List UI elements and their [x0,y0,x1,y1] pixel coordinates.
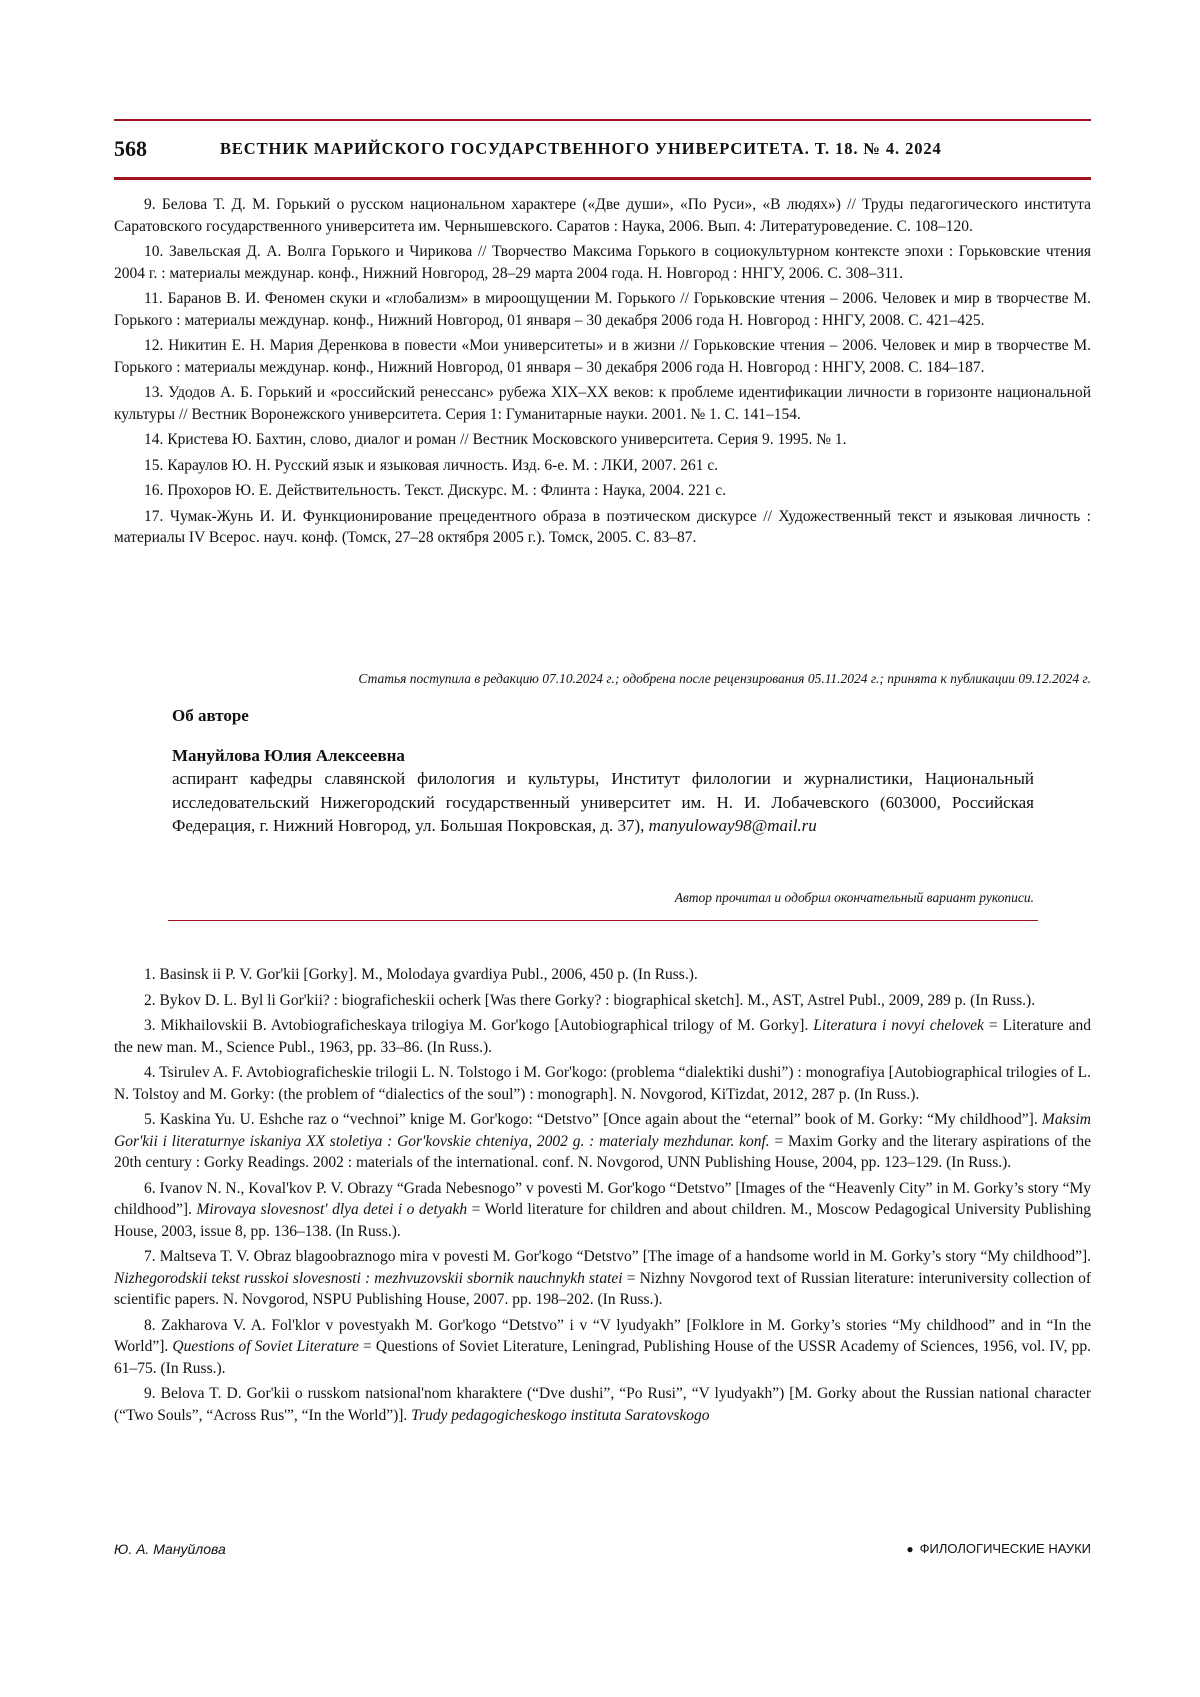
reference-item: 12. Никитин Е. Н. Мария Деренкова в повести «Мои университеты» и в жизни // Горьковские чтения – 2006. Человек и мир в творчестве М. Горького : материалы междунар. конф., Нижний Новгород, 01 января – 30 декабря 2006 года Н. Новгород : ННГУ, 2008. С. 184–187. [114,337,1091,376]
reference-item: 5. Kaskina Yu. U. Eshche raz o “vechnoi” knige M. Gor'kogo: “Detstvo” [Once again about the “eternal” book of M. Gorky: “My childhood”]. Maksim Gor'kii i literaturnye iskaniya XX stoletiya : Gor'kovskie chteniya, 2002 g. : materialy mezhdunar. konf. = Maxim Gorky and the literary aspirations of the 20th century : Gorky Readings. 2002 : materials of the international. conf. N. Novgorod, UNN Publishing House, 2004, pp. 123–129. (In Russ.). [114,1111,1091,1171]
reference-item: 2. Bykov D. L. Byl li Gor'kii? : biograficheskii ocherk [Was there Gorky? : biographical sketch]. M., AST, Astrel Publ., 2009, 289 p. (In Russ.). [144,991,1036,1009]
reference-item: 14. Кристева Ю. Бахтин, слово, диалог и роман // Вестник Московского университета. Серия 9. 1995. № 1. [144,431,847,448]
reference-item: 4. Tsirulev A. F. Avtobiograficheskie trilogii L. N. Tolstogo i M. Gor'kogo: (problema “dialektiki dushi”) : monografiya [Autobiographical trilogies of L. N. Tolstoy and M. Gorky: (the problem of “dialectics of the soul”) : monograph]. N. Novgorod, KiTizdat, 2012, 287 p. (In Russ.). [114,1064,1091,1103]
received-note: Статья поступила в редакцию 07.10.2024 г.; одобрена после рецензирования 05.11.2024 г.; принята к публикации 09.12.2024 г. [358,671,1091,686]
author-email[interactable]: manyuloway98@mail.ru [648,816,817,835]
reference-item: 1. Basinsk ii P. V. Gor'kii [Gorky]. M., Molodaya gvardiya Publ., 2006, 450 p. (In Russ.). [144,966,698,983]
section-divider [168,920,1038,921]
reference-item: 8. Zakharova V. A. Fol'klor v povestyakh M. Gor'kogo “Detstvo” i v “V lyudyakh” [Folklore in M. Gorky’s stories “My childhood” and in “In the World”]. Questions of Soviet Literature = Questions of Soviet Literature, Leningrad, Publishing House of the USSR Academy of Sciences, 1956, vol. IV, pp. 61–75. (In Russ.). [114,1316,1091,1377]
header-rule-bottom [114,177,1091,180]
references-russian [114,194,1091,553]
reference-item: 6. Ivanov N. N., Koval'kov P. V. Obrazy “Grada Nebesnogo” v povesti M. Gor'kogo “Detstvo” [Images of the “Heavenly City” in M. Gorky’s story “My childhood”]. Mirovaya slovesnost' dlya detei i o detyakh = World literature for children and about children. M., Moscow Pedagogical University Publishing House, 2003, issue 8, pp. 136–138. (In Russ.). [114,1179,1091,1240]
reference-item: 9. Белова Т. Д. М. Горький о русском национальном характере («Две души», «По Руси», «В людях») // Труды педагогического института Саратовского государственного университета им. Чернышевского. Саратов : Наука, 2006. Вып. 4: Литературоведение. С. 108–120. [114,196,1091,235]
page-footer [114,1541,1091,1557]
journal-title: ВЕСТНИК МАРИЙСКОГО ГОСУДАРСТВЕННОГО УНИВЕРСИТЕТА. Т. 18. № 4. 2024 [220,139,942,158]
author-info [172,706,1034,838]
bullet-icon: ● [906,1542,914,1556]
reference-item: 15. Караулов Ю. Н. Русский язык и языковая личность. Изд. 6-е. М. : ЛКИ, 2007. 261 с. [144,456,719,474]
reference-item: 16. Прохоров Ю. Е. Действительность. Текст. Дискурс. М. : Флинта : Наука, 2004. 221 с. [144,482,726,499]
reference-item: 17. Чумак-Жунь И. И. Функционирование прецедентного образа в поэтическом дискурсе // Художественный текст и языковая личность : материалы IV Всерос. науч. конф. (Томск, 27–28 октября 2005 г.). Томск, 2005. С. 83–87. [114,507,1091,546]
reference-item: 11. Баранов В. И. Феномен скуки и «глобализм» в мироощущении М. Горького // Горьковские чтения – 2006. Человек и мир в творчестве М. Горького : материалы междунар. конф., Нижний Новгород, 01 января – 30 декабря 2006 года Н. Новгород : ННГУ, 2008. С. 421–425. [114,290,1091,329]
page-number: 568 [114,136,147,161]
reference-item: 10. Завельская Д. А. Волга Горького и Чирикова // Творчество Максима Горького в социокультурном контексте эпохи : Горьковские чтения 2004 г. : материалы междунар. конф., Нижний Новгород, 28–29 марта 2004 года. Н. Новгород : ННГУ, 2006. С. 308–311. [114,243,1091,282]
approval-note: Автор прочитал и одобрил окончательный вариант рукописи. [674,890,1034,905]
references-english [114,964,1091,1430]
author-heading: Об авторе [172,706,249,725]
reference-item: 13. Удодов А. Б. Горький и «российский ренессанс» рубежа XIX–XX веков: к проблеме идентификации личности в горизонте национальной культуры // Вестник Воронежского университета. Серия 1: Гуманитарные науки. 2001. № 1. С. 141–154. [114,384,1091,423]
author-affiliation: аспирант кафедры славянской филология и культуры, Институт филологии и журналистики, Национальный исследовательский Нижегородский государственный университет им. Н. И. Лобачевского (603000, Российская Федерация, г. Нижний Новгород, ул. Большая Покровская, д. 37), [172,769,1034,835]
page-header [114,119,1091,180]
footer-author: Ю. А. Мануйлова [114,1541,226,1557]
header-row [114,121,1091,177]
reference-item: 3. Mikhailovskii B. Avtobiograficheskaya trilogiya M. Gor'kogo [Autobiographical trilogy of M. Gorky]. Literatura i novyi chelovek = Literature and the new man. M., Science Publ., 1963, pp. 33–86. (In Russ.). [114,1017,1091,1056]
author-name: Мануйлова Юлия Алексеевна [172,746,405,765]
footer-section [906,1541,1091,1557]
reference-item: 7. Maltseva T. V. Obraz blagoobraznogo mira v povesti M. Gor'kogo “Detstvo” [The image of a handsome world in M. Gorky’s story “My childhood”]. Nizhegorodskii tekst russkoi slovesnosti : mezhvuzovskii sbornik nauchnykh statei = Nizhny Novgorod text of Russian literature: interuniversity collection of scientific papers. N. Novgorod, NSPU Publishing House, 2007. pp. 198–202. (In Russ.). [114,1248,1091,1308]
reference-item: 9. Belova T. D. Gor'kii o russkom natsional'nom kharaktere (“Dve dushi”, “Po Rusi”, “V lyudyakh”) [M. Gorky about the Russian national character (“Two Souls”, “Across Rus'”, “In the World”)]. Trudy pedagogicheskogo instituta Saratovskogo [114,1385,1091,1424]
author-description [172,767,1034,838]
footer-section-label: ФИЛОЛОГИЧЕСКИЕ НАУКИ [919,1541,1091,1556]
